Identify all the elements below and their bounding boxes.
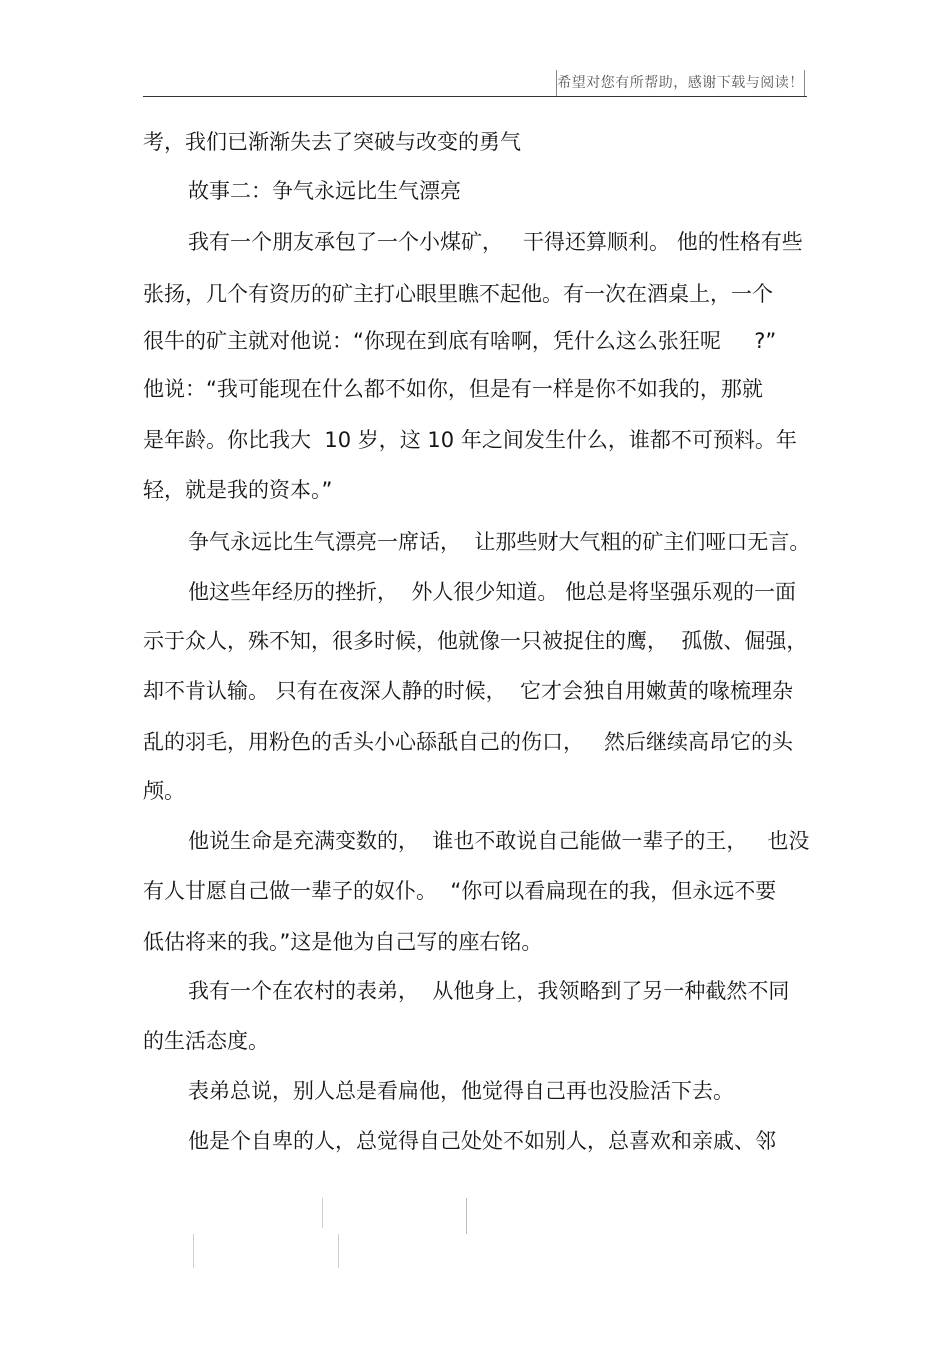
body-line: 是年龄。你比我大 10 岁，这 10 年之间发生什么，谁都不可预料。年 xyxy=(143,428,797,452)
scan-mark xyxy=(466,1198,467,1234)
body-line: 的生活态度。 xyxy=(143,1029,269,1053)
body-line: 低估将来的我。”这是他为自己写的座右铭。 xyxy=(143,930,543,954)
scan-mark xyxy=(322,1198,323,1228)
header-rule xyxy=(143,96,807,97)
body-line: 他说生命是充满变数的， 谁也不敢说自己能做一辈子的王， 也没 xyxy=(188,829,810,853)
body-line: 轻，就是我的资本。” xyxy=(143,478,333,502)
body-line: 他是个自卑的人，总觉得自己处处不如别人，总喜欢和亲戚、邻 xyxy=(188,1129,776,1153)
body-line: 争气永远比生气漂亮一席话， 让那些财大气粗的矿主们哑口无言。 xyxy=(188,530,811,554)
body-line: 却不肯认输。 只有在夜深人静的时候， 它才会独自用嫩黄的喙梳理杂 xyxy=(143,679,794,703)
body-line: 考，我们已渐渐失去了突破与改变的勇气 xyxy=(143,130,521,154)
body-line: 很牛的矿主就对他说：“你现在到底有啥啊，凭什么这么张狂呢 ?” xyxy=(143,329,777,353)
body-line: 示于众人，殊不知，很多时候，他就像一只被捉住的鹰， 孤傲、倔强， xyxy=(143,629,808,653)
body-line: 张扬，几个有资历的矿主打心眼里瞧不起他。有一次在酒桌上，一个 xyxy=(143,282,773,306)
header-banner-text: 希望对您有所帮助，感谢下载与阅读！ xyxy=(557,75,804,91)
body-line: 乱的羽毛，用粉色的舌头小心舔舐自己的伤口， 然后继续高昂它的头 xyxy=(143,730,794,754)
body-line: 我有一个在农村的表弟， 从他身上，我领略到了另一种截然不同 xyxy=(188,979,790,1003)
body-line: 颅。 xyxy=(143,779,185,803)
body-line: 他这些年经历的挫折， 外人很少知道。 他总是将坚强乐观的一面 xyxy=(188,580,797,604)
body-line: 我有一个朋友承包了一个小煤矿， 干得还算顺利。 他的性格有些 xyxy=(188,230,803,254)
body-line: 有人甘愿自己做一辈子的奴仆。 “你可以看扁现在的我，但永远不要 xyxy=(143,879,777,903)
story-heading: 故事二：争气永远比生气漂亮 xyxy=(188,179,461,203)
header-banner xyxy=(556,70,805,96)
scan-mark xyxy=(193,1234,194,1268)
body-line: 他说：“我可能现在什么都不如你，但是有一样是你不如我的，那就 xyxy=(143,377,763,401)
body-line: 表弟总说，别人总是看扁他，他觉得自己再也没脸活下去。 xyxy=(188,1079,734,1103)
scan-mark xyxy=(338,1234,339,1268)
